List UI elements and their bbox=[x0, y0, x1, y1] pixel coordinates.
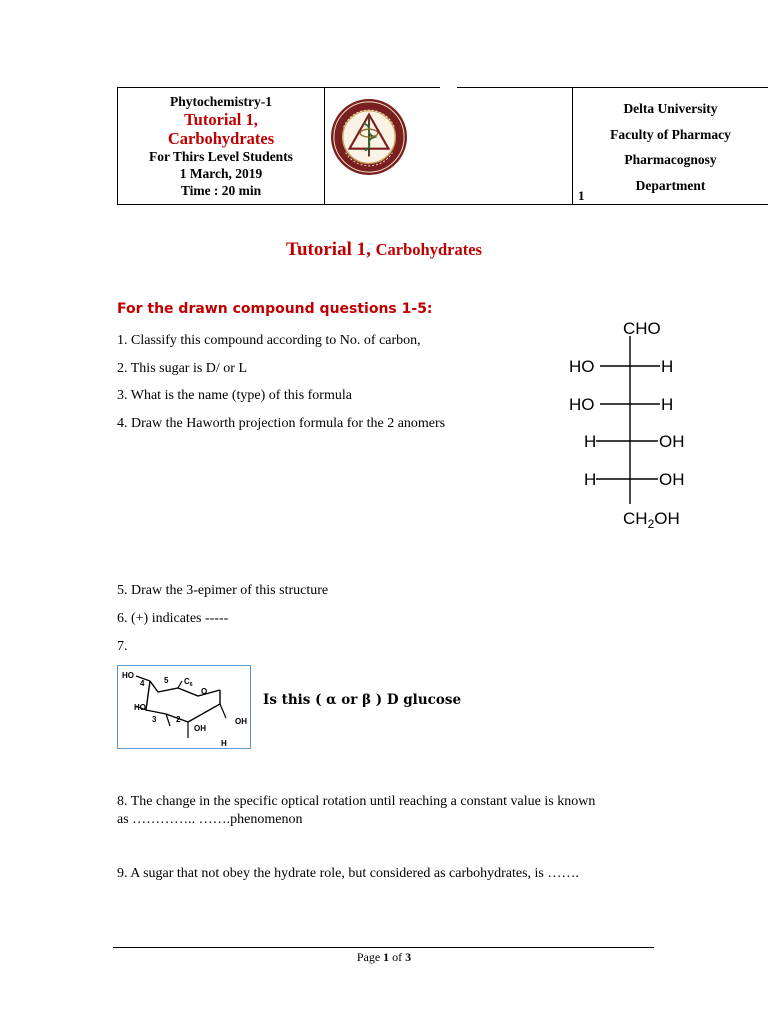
fischer-row2-left: HO bbox=[569, 395, 595, 414]
question-5: 5. Draw the 3-epimer of this structure bbox=[117, 583, 329, 598]
glucose-chair-diagram bbox=[118, 666, 250, 748]
fischer-row3-right: OH bbox=[659, 432, 685, 451]
university-seal-icon bbox=[330, 98, 408, 176]
question-8-line2: as ………….. …….phenomenon bbox=[117, 812, 303, 827]
question-7-number: 7. bbox=[117, 639, 128, 654]
fischer-row2-right: H bbox=[661, 395, 674, 414]
glucose-structure-figure bbox=[117, 665, 251, 749]
tutorial-title-line2: Carbohydrates bbox=[167, 129, 275, 148]
fischer-row1-left: HO bbox=[569, 357, 595, 376]
glucose-h-bottom: H bbox=[221, 739, 227, 748]
glucose-oh-right: OH bbox=[235, 717, 247, 726]
page-footer bbox=[0, 950, 768, 965]
footer-page-word: Page bbox=[356, 950, 381, 964]
glucose-c4: 4 bbox=[140, 679, 145, 688]
exam-date: 1 March, 2019 bbox=[179, 166, 263, 181]
fischer-top-group: CHO bbox=[623, 319, 661, 338]
fischer-row4-left: H bbox=[584, 470, 597, 489]
question-7-prompt: Is this ( α or β ) D glucose bbox=[263, 692, 462, 708]
fischer-row4-right: OH bbox=[659, 470, 685, 489]
department-line2: Department bbox=[635, 177, 706, 193]
section-heading: For the drawn compound questions 1-5: bbox=[117, 301, 433, 317]
page-title-sub: Carbohydrates bbox=[375, 240, 482, 259]
glucose-ho-top: HO bbox=[122, 671, 134, 680]
faculty-name: Faculty of Pharmacy bbox=[610, 126, 731, 142]
header-page-number: 1 bbox=[578, 188, 585, 203]
glucose-ho-left: HO bbox=[134, 703, 146, 712]
question-4: 4. Draw the Haworth projection formula for the 2 anomers bbox=[117, 416, 446, 431]
glucose-c6: $C_6$ bbox=[184, 677, 193, 688]
question-3: 3. What is the name (type) of this formula bbox=[117, 388, 352, 403]
glucose-ring-oxygen: O bbox=[201, 687, 208, 696]
question-9: 9. A sugar that not obey the hydrate role, but considered as carbohydrates, is ……. bbox=[117, 866, 579, 881]
department-line1: Pharmacognosy bbox=[624, 152, 717, 167]
document-header bbox=[117, 87, 731, 205]
glucose-oh-bottom: OH bbox=[194, 724, 206, 733]
question-6: 6. (+) indicates ----- bbox=[117, 611, 229, 626]
question-1: 1. Classify this compound according to No. of carbon, bbox=[117, 333, 421, 348]
university-name: Delta University bbox=[623, 101, 718, 116]
header-logo-cell bbox=[325, 87, 585, 205]
question-8-line1: 8. The change in the specific optical rotation until reaching a constant value is known bbox=[117, 794, 596, 809]
fischer-row1-right: H bbox=[661, 357, 674, 376]
header-institution-cell bbox=[572, 87, 768, 205]
glucose-c3: 3 bbox=[152, 715, 157, 724]
glucose-c2: 2 bbox=[176, 715, 181, 724]
fischer-row3-left: H bbox=[584, 432, 597, 451]
footer-divider bbox=[113, 947, 654, 948]
question-2: 2. This sugar is D/ or L bbox=[117, 361, 248, 376]
course-name: Phytochemistry-1 bbox=[170, 94, 272, 109]
page-title-main: Tutorial 1, bbox=[286, 239, 371, 260]
audience: For Thirs Level Students bbox=[149, 149, 293, 164]
footer-total-pages: 3 bbox=[405, 950, 412, 964]
exam-time: Time : 20 min bbox=[180, 183, 262, 198]
fischer-projection-diagram bbox=[560, 312, 700, 532]
page-title bbox=[0, 239, 768, 261]
footer-of-word: of bbox=[392, 950, 403, 964]
glucose-c5: 5 bbox=[164, 676, 169, 685]
footer-current-page: 1 bbox=[383, 950, 390, 964]
fischer-bottom-group: $CH_2OH$ bbox=[623, 509, 680, 531]
header-course-cell bbox=[117, 87, 325, 205]
tutorial-title-line1: Tutorial 1, bbox=[184, 110, 258, 129]
